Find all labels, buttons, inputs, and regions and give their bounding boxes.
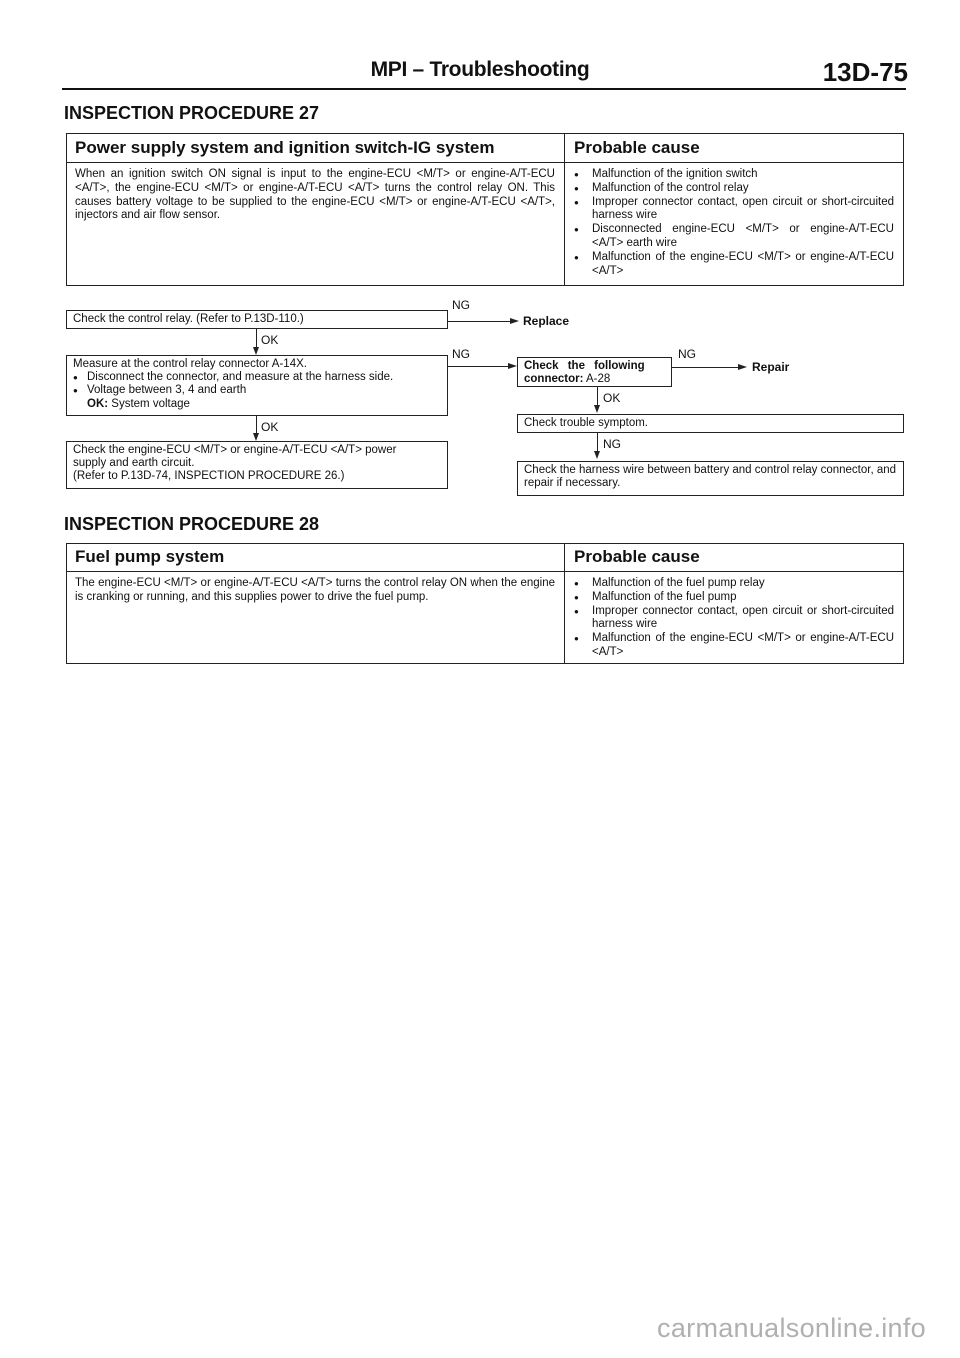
flow-connector-line: [597, 387, 598, 407]
flow-connector-line: [256, 329, 257, 349]
procedure-28-table: [66, 543, 904, 664]
flow-step-check-ecu-power: [66, 441, 448, 489]
flow-ng-label: NG: [678, 347, 696, 361]
flow-ok-label: OK: [261, 333, 279, 347]
procedure-27-description: When an ignition switch ON signal is input to the engine-ECU <M/T> or engine-A/T-ECU <A/T>, the engine-ECU <M/T> or engine-A/T-ECU <A/T> turns the control relay ON. This causes battery voltage to be supplied to the engine-ECU <M/T> or engine-A/T-ECU <A/T>, injectors and air flow sensor.: [75, 168, 555, 222]
ok-criteria-label: OK:: [87, 397, 109, 410]
flow-ok-label: OK: [261, 420, 279, 434]
flow-ng-label: NG: [452, 298, 470, 312]
flow-step-connector: [524, 373, 665, 386]
flow-connector-line: [672, 367, 742, 368]
ok-criteria-value: System voltage: [111, 397, 190, 410]
arrow-down-icon: [253, 347, 259, 355]
flow-step-text: Check the engine-ECU <M/T> or engine-A/T-ECU <A/T> power: [73, 444, 397, 456]
procedure-27-cause-list: [572, 168, 894, 278]
connector-value: A-28: [585, 373, 611, 386]
arrow-down-icon: [253, 433, 259, 441]
arrow-right-icon: [738, 364, 747, 370]
procedure-27-table: [66, 133, 904, 286]
cause-item: ● Improper connector contact, open circuit or short-circuited harness wire: [572, 196, 894, 224]
flow-result-repair: Repair: [752, 360, 790, 374]
procedure-27-title: INSPECTION PROCEDURE 27: [64, 103, 320, 123]
flow-step-bullet: ● Voltage between 3, 4 and earth: [73, 384, 441, 397]
table-column-divider: [564, 544, 565, 663]
flow-step-text: (Refer to P.13D-74, INSPECTION PROCEDURE 26.): [73, 470, 345, 483]
table-column-divider: [564, 134, 565, 285]
cause-item: ● Malfunction of the fuel pump relay: [572, 577, 894, 591]
cause-item: ● Malfunction of the control relay: [572, 182, 894, 196]
page-header-title: MPI – Troubleshooting: [370, 58, 590, 81]
cause-item: ● Malfunction of the engine-ECU <M/T> or engine-A/T-ECU <A/T>: [572, 251, 894, 279]
procedure-28-cause-list: [572, 577, 894, 660]
procedure-27-cause-heading: Probable cause: [574, 138, 700, 157]
flow-result-replace: Replace: [523, 314, 570, 328]
page-number: 13D-75: [822, 57, 908, 87]
flow-step-check-connector: [517, 357, 672, 387]
arrow-down-icon: [594, 451, 600, 459]
flow-step-text: supply and earth circuit.: [73, 457, 195, 470]
cause-item: ● Malfunction of the fuel pump: [572, 591, 894, 605]
procedure-27-system-heading: Power supply system and ignition switch-IG system: [75, 138, 495, 157]
cause-item: ● Improper connector contact, open circuit or short-circuited harness wire: [572, 605, 894, 633]
cause-item: ● Malfunction of the engine-ECU <M/T> or engine-A/T-ECU <A/T>: [572, 632, 894, 660]
cause-item: ● Disconnected engine-ECU <M/T> or engine-A/T-ECU <A/T> earth wire: [572, 223, 894, 251]
flow-step-title: Check the following: [524, 360, 645, 372]
arrow-right-icon: [508, 363, 517, 369]
header-rule: [62, 88, 906, 90]
flow-step-bullet: ● Disconnect the connector, and measure at the harness side.: [73, 371, 441, 384]
procedure-28-description: The engine-ECU <M/T> or engine-A/T-ECU <A/T> turns the control relay ON when the engine is cranking or running, and this supplies power to drive the fuel pump.: [75, 577, 555, 603]
flow-connector-line: [448, 366, 510, 367]
watermark: carmanualsonline.info: [657, 1313, 926, 1343]
table-header-rule: [67, 162, 903, 163]
connector-label: connector:: [524, 373, 584, 386]
flow-step-measure-connector: [66, 355, 448, 416]
flow-connector-line: [597, 433, 598, 453]
arrow-right-icon: [510, 318, 519, 324]
procedure-28-system-heading: Fuel pump system: [75, 547, 225, 566]
flow-step-ok-criteria: [73, 398, 441, 411]
procedure-28-cause-heading: Probable cause: [574, 547, 700, 566]
procedure-28-title: INSPECTION PROCEDURE 28: [64, 514, 320, 534]
arrow-down-icon: [594, 405, 600, 413]
flow-step-text: Measure at the control relay connector A-14X.: [73, 358, 307, 370]
flow-step-check-harness: Check the harness wire between battery and control relay connector, and repair if necessary.: [517, 461, 904, 496]
flow-ng-label: NG: [603, 437, 621, 451]
flow-ok-label: OK: [603, 391, 621, 405]
flow-ng-label: NG: [452, 347, 470, 361]
flow-connector-line: [448, 321, 514, 322]
table-header-rule: [67, 571, 903, 572]
cause-item: ● Malfunction of the ignition switch: [572, 168, 894, 182]
flow-step-check-control-relay: Check the control relay. (Refer to P.13D-110.): [66, 310, 448, 329]
flow-step-check-trouble-symptom: Check trouble symptom.: [517, 414, 904, 433]
